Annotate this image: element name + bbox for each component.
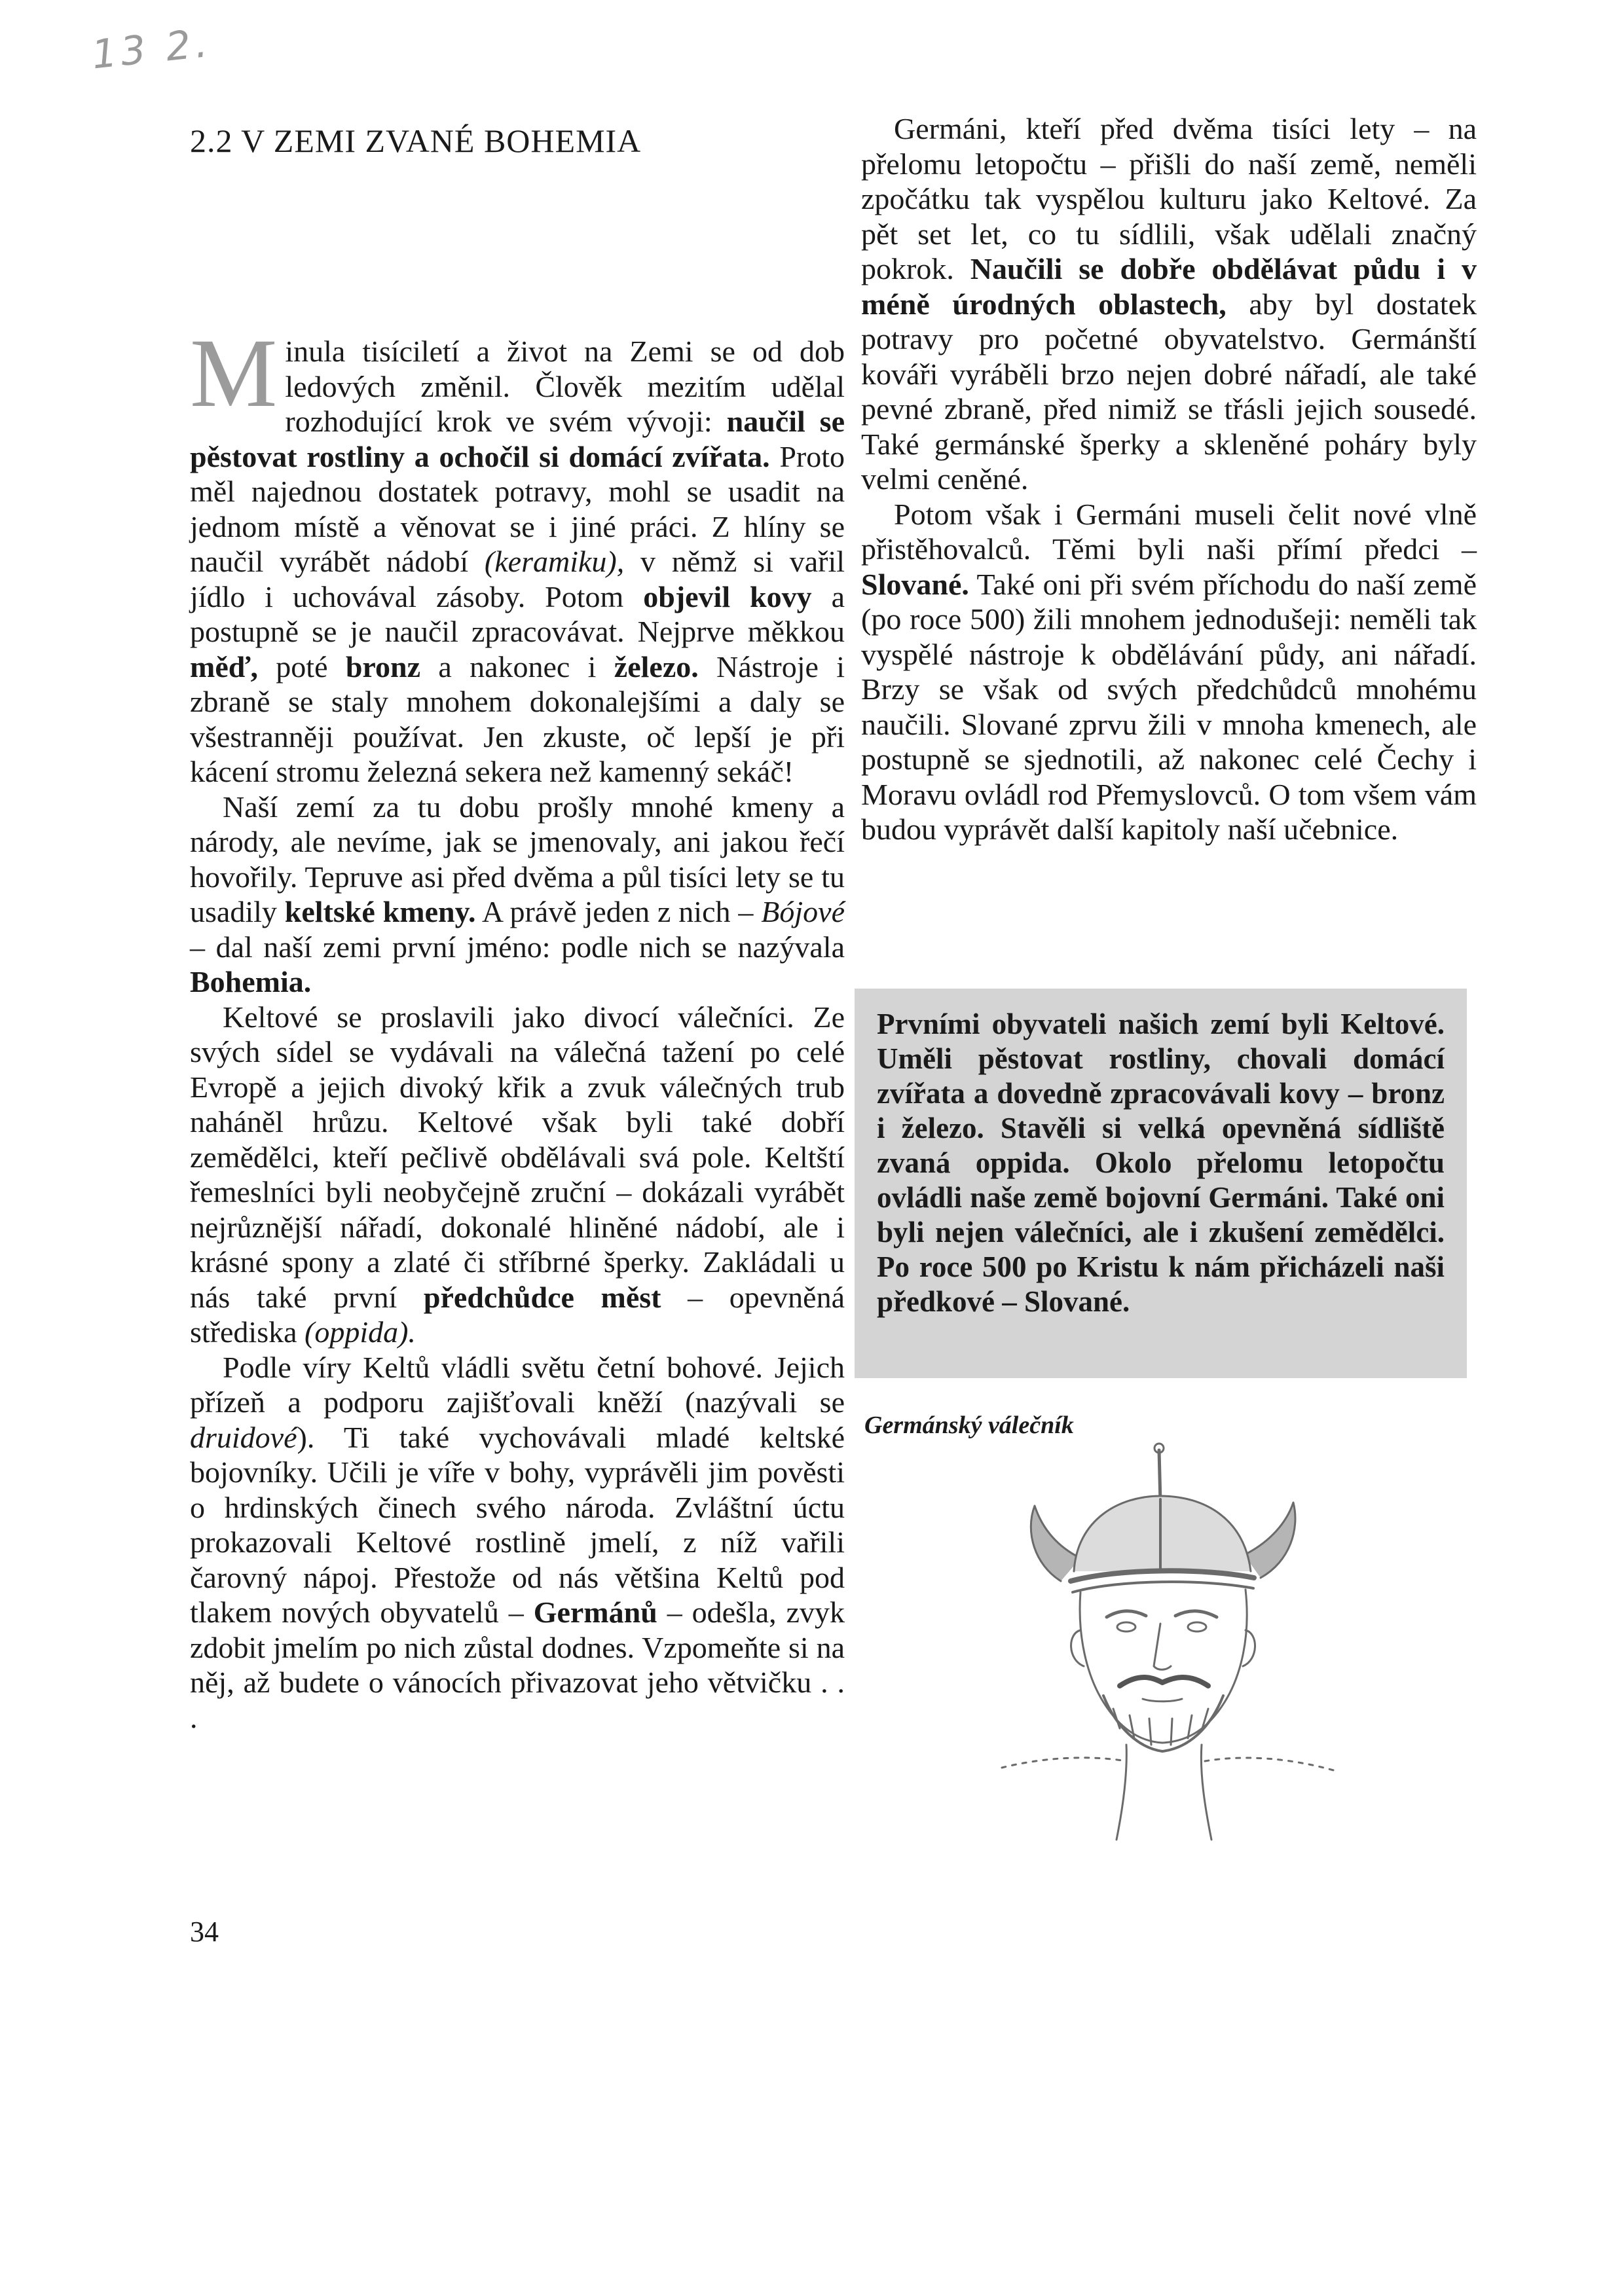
paragraph-4: Podle víry Keltů vládli světu četní bohové. Jejich přízeň a podporu zajišťovali kněží (nazývali se druidové). Ti také vychovávali mladé keltské bojovníky. Učili je víře v bohy, vyprávěli jim pověsti o hrdinských činech svého národa. Zvláštní úctu prokazovali Keltové rostlině jmelí, z níž vařili čarovný nápoj. Přestože od nás většina Keltů pod tlakem nových obyvatelů – Germánů – odešla, zvyk zdobit jmelím po nich zůstal dodnes. Vzpomeňte si na něj, až budete o vánocích přivazovat jeho větvičku . . . (190, 1350, 845, 1734)
illustration-caption: Germánský válečník (864, 1412, 1074, 1439)
left-column (190, 111, 845, 1735)
paragraph-3: Keltové se proslavili jako divocí válečníci. Ze svých sídel se vydávali na válečná tažení po celé Evropě a jejich divoký křik a zvuk válečných trub naháněl hrůzu. Keltové však byli také dobří zemědělci, kteří pečlivě obdělávali svá pole. Keltští řemeslníci byli neobyčejně zruční – dokázali vyrábět nejrůznější nářadí, dokonalé hliněné nádobí, ale i krásné spony a zlaté či stříbrné šperky. Zakládali u nás také první předchůdce měst – opevněná střediska (oppida). (190, 1000, 845, 1349)
right-column (861, 111, 1477, 847)
page-number: 34 (190, 1916, 219, 1948)
summary-text: Prvními obyvateli našich zemí byli Keltové. Uměli pěstovat rostliny, chovali domácí zvířata a dovedně zpracovávali kovy – bronz i železo. Stavěli si velká opevněná sídliště zvaná oppida. Okolo přelomu letopočtu ovládli naše země bojovní Germáni. Také oni byli nejen válečníci, ale i zkušení zemědělci. Po roce 500 po Kristu k nám přicházeli naši předkové – Slované. (877, 1008, 1445, 1318)
section-title: 2.2 V ZEMI ZVANÉ BOHEMIA (190, 122, 642, 159)
germanic-warrior-illustration (963, 1440, 1375, 1853)
paragraph-5: Germáni, kteří před dvěma tisíci lety – na přelomu letopočtu – přišli do naší země, neměli zpočátku tak vyspělou kulturu jako Keltové. Za pět set let, co tu sídlili, však udělali značný pokrok. Naučili se dobře obdělávat půdu i v méně úrodných oblastech, aby byl dostatek potravy pro početné obyvatelstvo. Germánští kováři vyráběli brzo nejen dobré nářadí, ale také pevné zbraně, před nimiž se třásli jejich sousedé. Také germánské šperky a skleněné poháry byly velmi ceněné. (861, 112, 1477, 496)
drop-cap: M (190, 319, 278, 428)
paragraph-2: Naší zemí za tu dobu prošly mnohé kmeny a národy, ale nevíme, jak se jmenovaly, ani jakou řečí hovořily. Tepruve asi před dvěma a půl tisíci lety se tu usadily keltské kmeny. A právě jeden z nich – Bójové – dal naší zemi první jméno: podle nich se nazývala Bohemia. (190, 790, 845, 998)
paragraph-1: Minula tisíciletí a život na Zemi se od dob ledových změnil. Člověk mezitím udělal rozhodující krok ve svém vývoji: naučil se pěstovat rostliny a ochočil si domácí zvířata. Proto měl najednou dostatek potravy, mohl se usadit na jednom místě a věnovat se i jiné práci. Z hlíny se naučil vyrábět nádobí (keramiku), v němž si vařil jídlo i uchovával zásoby. Potom objevil kovy a postupně se je naučil zpracovávat. Nejprve měkkou měď, poté bronz a nakonec i železo. Nástroje i zbraně se staly mnohem dokonalejšími a daly se všestranněji používat. Jen zkuste, oč lepší je při kácení stromu železná sekera než kamenný sekáč! (190, 319, 845, 788)
summary-box (855, 989, 1467, 1378)
handwritten-note: 13 2. (89, 20, 213, 79)
paragraph-6: Potom však i Germáni museli čelit nové vlně přistěhovalců. Těmi byli naši přímí předci – Slované. Také oni při svém příchodu do naší země (po roce 500) žili mnohem jednodušeji: neměli tak vyspělé nástroje k obdělávání půdy, ani nářadí. Brzy se však od svých předchůdců mnohému naučili. Slované zprvu žili v mnoha kmenech, ale postupně se sjednotili, až nakonec celé Čechy i Moravu ovládl rod Přemyslovců. O tom všem vám budou vyprávět další kapitoly naší učebnice. (861, 497, 1477, 846)
